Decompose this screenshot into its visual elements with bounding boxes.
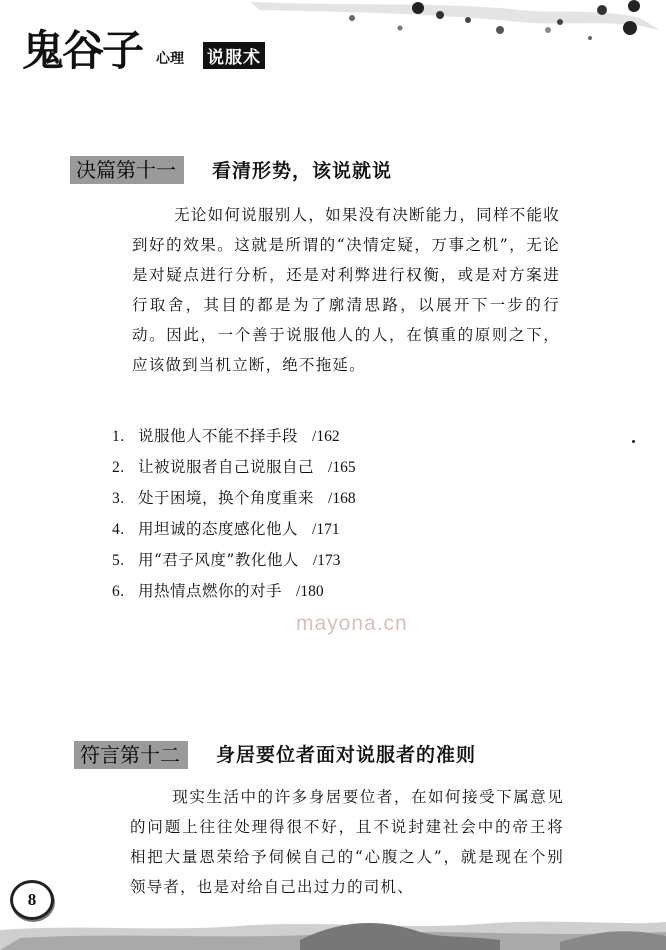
- section1-paragraph: [132, 200, 560, 380]
- section1-title: 看清形势，该说就说: [212, 160, 393, 182]
- toc-item[interactable]: 5. 用“君子风度”教化他人 /173: [112, 551, 341, 569]
- section2-heading: [74, 739, 188, 768]
- book-title: 鬼谷子: [22, 26, 143, 75]
- section2-label: 符言第十二: [74, 741, 188, 769]
- section1-paragraph-text: 无论如何说服别人，如果没有决断能力，同样不能收到好的效果。这就是所谓的“决情定疑，万事之机”，无论是对疑点进行分析，还是对利弊进行权衡，或是对方案进行取舍，其目的都是为了廓清思路，以展开下一步的行动。因此，一个善于说服他人的人，在慎重的原则之下，应该做到当机立断，绝不拖延。: [132, 206, 560, 374]
- toc-item[interactable]: 6. 用热情点燃你的对手 /180: [112, 582, 324, 600]
- section1-heading: [70, 154, 184, 183]
- footer-brush-decoration: [0, 880, 666, 950]
- watermark: mayona.cn: [296, 612, 408, 635]
- toc-item[interactable]: 3. 处于困境，换个角度重来 /168: [112, 489, 356, 507]
- section1-label: 决篇第十一: [70, 156, 184, 184]
- page-number: 8: [10, 880, 54, 920]
- scan-dot: [632, 440, 635, 443]
- section2-title: 身居要位者面对说服者的准则: [216, 744, 477, 766]
- toc-item[interactable]: 4. 用坦诚的态度感化他人 /171: [112, 520, 340, 538]
- toc-item[interactable]: 2. 让被说服者自己说服自己 /165: [112, 458, 356, 476]
- book-subtitle-right: 说服术: [203, 42, 265, 69]
- book-subtitle-left: 心理: [156, 51, 184, 67]
- section2-paragraph-text: 现实生活中的许多身居要位者，在如何接受下属意见的问题上往往处理得很不好，且不说封建社会中的帝王将相把大量恩荣给予伺候自己的“心腹之人”，就是现在个别领导者，也是对给自己出过力的司机、: [130, 788, 564, 896]
- toc-item[interactable]: 1. 说服他人不能不择手段 /162: [112, 427, 340, 445]
